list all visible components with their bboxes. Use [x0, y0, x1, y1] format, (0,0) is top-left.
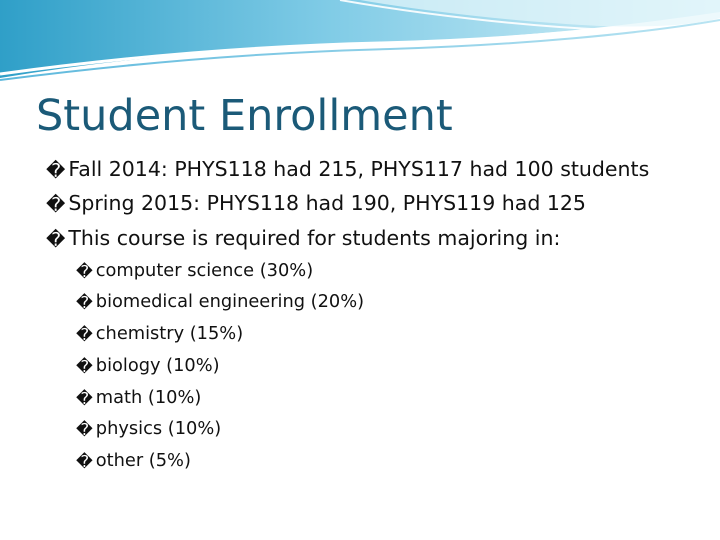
sub-bullet-item: [76, 386, 201, 410]
sub-bullet-item: [76, 417, 221, 441]
sub-bullet-text: other (5%): [95, 450, 191, 471]
bullet-text: Fall 2014: PHYS118 had 215, PHYS117 had 100 students: [68, 157, 650, 181]
bullet-icon: �: [76, 452, 93, 471]
sub-bullet-text: biomedical engineering (20%): [95, 291, 365, 312]
sub-bullet-item: [76, 290, 364, 314]
bullet-item: [46, 189, 586, 218]
bullet-icon: �: [46, 229, 66, 251]
bullet-text: Spring 2015: PHYS118 had 190, PHYS119 had 125: [68, 191, 586, 215]
sub-bullet-text: computer science (30%): [95, 260, 314, 281]
bullet-icon: �: [46, 160, 66, 182]
sub-bullet-item: [76, 354, 220, 378]
bullet-icon: �: [76, 357, 93, 376]
sub-bullet-item: [76, 449, 191, 473]
slide-title: Student Enrollment: [36, 91, 453, 141]
bullet-icon: �: [76, 325, 93, 344]
sub-bullet-text: math (10%): [95, 387, 202, 408]
sub-bullet-item: [76, 259, 313, 283]
bullet-text: This course is required for students majoring in:: [68, 226, 561, 250]
bullet-icon: �: [76, 293, 93, 312]
bullet-icon: �: [76, 389, 93, 408]
bullet-icon: �: [76, 262, 93, 281]
sub-bullet-text: chemistry (15%): [95, 323, 244, 344]
bullet-item: [46, 224, 560, 253]
bullet-icon: �: [76, 420, 93, 439]
bullet-icon: �: [46, 194, 66, 216]
bullet-item: [46, 155, 649, 184]
top-wave-decoration: [0, 0, 720, 90]
sub-bullet-text: biology (10%): [95, 355, 220, 376]
sub-bullet-text: physics (10%): [95, 418, 222, 439]
sub-bullet-item: [76, 322, 243, 346]
